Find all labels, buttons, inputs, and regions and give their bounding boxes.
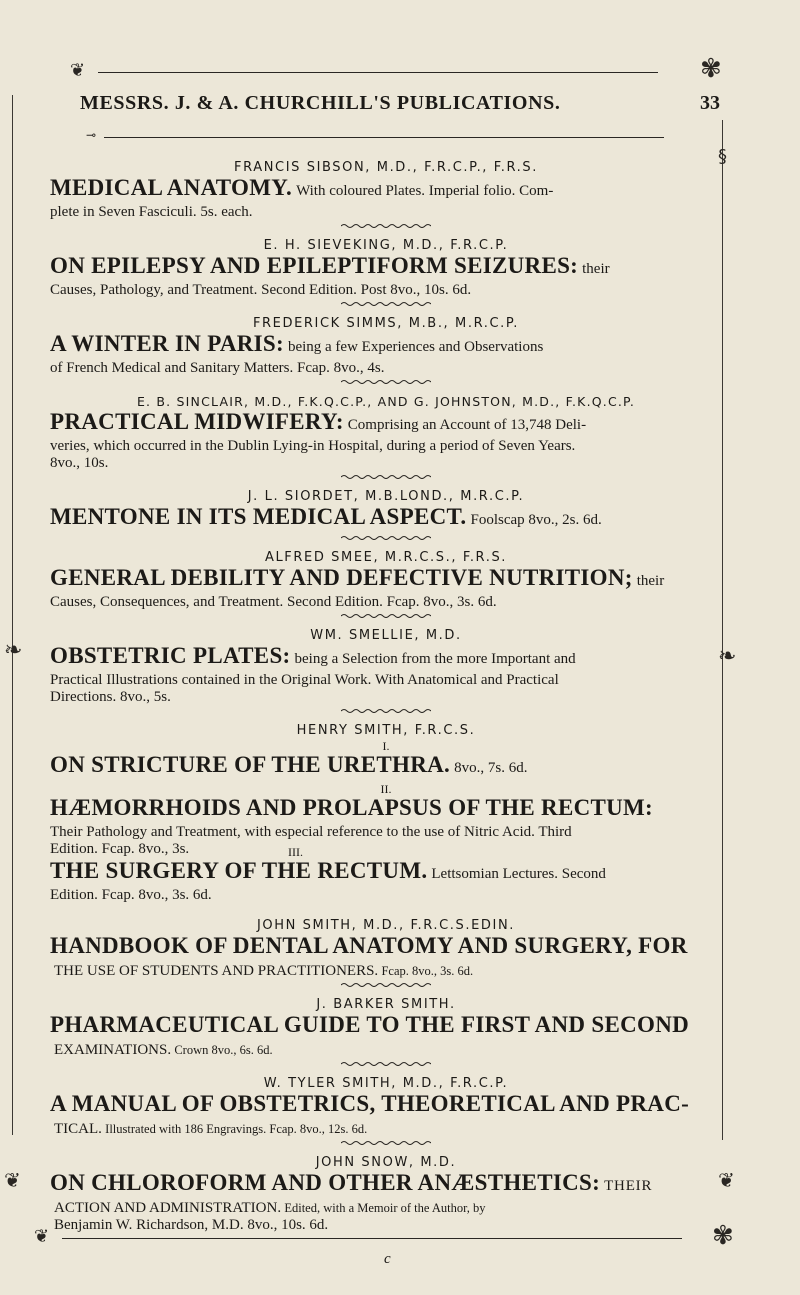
page-number: 33 [700,92,720,114]
small-ornament-icon: ⊸ [86,128,97,142]
book-title: PHARMACEUTICAL GUIDE TO THE FIRST AND SECOND [50,1012,690,1037]
right-ornament-icon: ✾ [712,1221,734,1251]
book-description: Edition. Fcap. 8vo., 3s. [50,841,190,857]
book-title: ON CHLOROFORM AND OTHER ANÆSTHETICS: [50,1170,601,1195]
publication-entry [50,238,722,306]
wavy-divider-icon [341,1140,431,1145]
book-subtitle: ACTION AND ADMINISTRATION. [54,1200,282,1216]
book-description-cont [50,1199,722,1217]
entry-title-line [50,858,722,887]
publication-entry [50,394,722,479]
book-description-cont [50,1041,722,1059]
book-description-cont: of French Medical and Sanitary Matters. Fcap. 8vo., 4s. [50,360,385,376]
author-name: FRANCIS SIBSON, M.D., F.R.C.P., F.R.S. [234,160,538,175]
side-ornament-icon: ❧ [718,644,737,669]
book-description-cont: Causes, Consequences, and Treatment. Second Edition. Fcap. 8vo., 3s. 6d. [50,594,497,610]
book-title: A MANUAL OF OBSTETRICS, THEORETICAL AND PRAC- [50,1091,690,1116]
book-title: PRACTICAL MIDWIFERY: [50,409,344,434]
entry-title-line [50,409,722,438]
book-description-cont: Their Pathology and Treatment, with especial reference to the use of Nitric Acid. Third [50,824,572,840]
entry-title-line [50,752,722,781]
author-name: J. L. SIORDET, M.B.LOND., M.R.C.P. [247,489,525,504]
book-description: Illustrated with 186 Engravings. Fcap. 8vo., 12s. 6d. [105,1122,368,1136]
book-description: 8vo., 7s. 6d. [454,760,528,776]
book-description: THEIR [604,1178,653,1194]
publication-entry [50,1155,722,1234]
item-numeral: II. [380,782,392,796]
item-numeral: III. [288,845,303,859]
wavy-divider-icon [341,535,431,540]
publication-list [50,160,722,1234]
side-ornament-icon: ❧ [4,638,23,663]
entry-title-line [50,1012,722,1041]
item-numeral: I. [382,739,390,753]
author-name: JOHN SMITH, M.D., F.R.C.S.EDIN. [256,918,516,933]
book-description-cont: Edition. Fcap. 8vo., 3s. 6d. [50,887,212,903]
book-description: Edited, with a Memoir of the Author, by [284,1201,486,1215]
top-rule [98,72,658,73]
publication-entry [50,316,722,384]
entry-title-line [50,175,722,204]
publication-entry [50,628,722,713]
book-title: ON STRICTURE OF THE URETHRA. [50,752,451,777]
page-header-title: MESSRS. J. & A. CHURCHILL'S PUBLICATIONS. [80,92,561,114]
wavy-divider-icon [341,301,431,306]
book-title: MENTONE IN ITS MEDICAL ASPECT. [50,504,467,529]
publication-entry [50,918,722,987]
book-title: A WINTER IN PARIS: [50,331,284,356]
book-description: being a Selection from the more Important and [294,651,576,667]
publication-entry [50,160,722,228]
book-title: GENERAL DEBILITY AND DEFECTIVE NUTRITION; [50,565,633,590]
entry-title-line [50,504,722,533]
book-description-cont [50,841,722,858]
book-title: MEDICAL ANATOMY. [50,175,293,200]
book-title: HÆMORRHOIDS AND PROLAPSUS OF THE RECTUM: [50,795,654,820]
wavy-divider-icon [341,379,431,384]
side-ornament-icon: ❦ [4,1168,21,1192]
book-description-cont [50,962,722,980]
author-name: ALFRED SMEE, M.R.C.S., F.R.S. [264,550,508,565]
author-name: FREDERICK SIMMS, M.B., M.R.C.P. [252,316,520,331]
entry-title-line [50,1091,722,1120]
book-subtitle: TICAL. [54,1121,102,1137]
book-description-cont: plete in Seven Fasciculi. 5s. each. [50,204,253,220]
signature-mark: c [384,1251,391,1267]
right-ornament-icon: ✾ [700,54,722,84]
book-description: With coloured Plates. Imperial folio. Com- [296,183,554,199]
publication-entry [50,550,722,618]
book-title: THE SURGERY OF THE RECTUM. [50,858,428,883]
book-title: HANDBOOK OF DENTAL ANATOMY AND SURGERY, FOR [50,933,688,958]
right-border-rule [722,120,723,1140]
entry-title-line [50,795,722,824]
author-name: J. BARKER SMITH. [316,997,456,1012]
left-ornament-icon: ❦ [70,60,86,81]
book-subtitle: EXAMINATIONS. [54,1042,172,1058]
bottom-rule [62,1238,682,1239]
left-ornament-icon: ❦ [34,1226,50,1247]
book-description-cont: 8vo., 10s. [50,455,109,471]
book-description-cont: Benjamin W. Richardson, M.D. 8vo., 10s. 6d. [54,1217,329,1233]
wavy-divider-icon [341,982,431,987]
entry-title-line [50,331,722,360]
author-name: E. B. SINCLAIR, M.D., F.K.Q.C.P., AND G. JOHNSTON, M.D., F.K.Q.C.P. [136,394,636,409]
publication-entry [50,489,722,540]
wavy-divider-icon [341,223,431,228]
side-ornament-icon: § [718,146,727,167]
book-description: Comprising an Account of 13,748 Deli- [347,417,587,433]
publication-entry-group [50,723,722,904]
book-description-cont: Practical Illustrations contained in the Original Work. With Anatomical and Practical [50,672,559,688]
left-border-rule [12,95,13,1135]
book-description: Fcap. 8vo., 3s. 6d. [381,964,474,978]
wavy-divider-icon [341,1061,431,1066]
wavy-divider-icon [341,613,431,618]
entry-title-line [50,565,722,594]
book-description: Foolscap 8vo., 2s. 6d. [470,512,602,528]
wavy-divider-icon [341,708,431,713]
book-title: OBSTETRIC PLATES: [50,643,291,668]
author-name: JOHN SNOW, M.D. [315,1155,457,1170]
author-name: HENRY SMITH, F.R.C.S. [296,723,476,738]
book-description: Crown 8vo., 6s. 6d. [174,1043,273,1057]
book-description: their [582,261,610,277]
entry-title-line [50,1170,722,1199]
book-description: being a few Experiences and Observations [287,339,544,355]
book-title: ON EPILEPSY AND EPILEPTIFORM SEIZURES: [50,253,579,278]
book-description-cont: Directions. 8vo., 5s. [50,689,171,705]
author-name: W. TYLER SMITH, M.D., F.R.C.P. [263,1076,509,1091]
book-description-cont: veries, which occurred in the Dublin Lying-in Hospital, during a period of Seven Years. [50,438,576,454]
publication-entry [50,997,722,1066]
author-name: WM. SMELLIE, M.D. [310,628,462,643]
book-subtitle: THE USE OF STUDENTS AND PRACTITIONERS. [54,963,379,979]
entry-title-line [50,643,722,672]
entry-title-line [50,933,722,962]
book-description: Lettsomian Lectures. Second [431,866,606,882]
book-description-cont [50,1120,722,1138]
publication-entry [50,1076,722,1145]
book-description: their [636,573,665,589]
book-description-cont: Causes, Pathology, and Treatment. Second Edition. Post 8vo., 10s. 6d. [50,282,472,298]
author-name: E. H. SIEVEKING, M.D., F.R.C.P. [263,238,509,253]
side-ornament-icon: ❦ [718,1168,735,1192]
entry-title-line [50,253,722,282]
wavy-divider-icon [341,474,431,479]
header-underline-rule [104,137,664,138]
